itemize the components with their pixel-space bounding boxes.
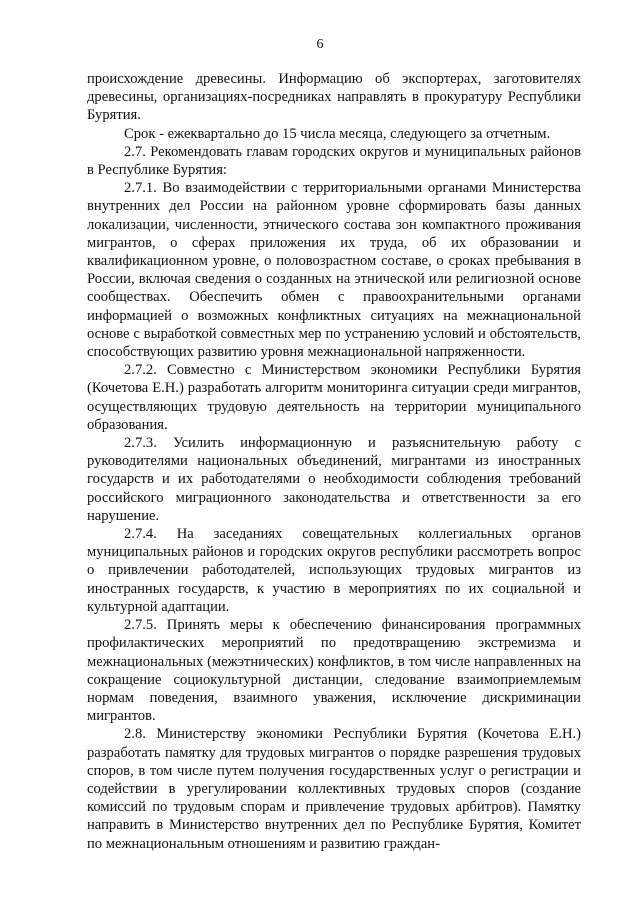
paragraph: Срок - ежеквартально до 15 числа месяца, следующего за отчетным. <box>124 125 551 142</box>
page-number: 6 <box>316 37 324 52</box>
paragraph: 2.7.3. Усилить информационную и разъяснительную работу с руководителями национальных объединений, мигрантами из иностранных государств и их работодателями о необходимости соблюдения требований российского миграционного законодательства и ответственности за его нарушение. <box>87 435 581 524</box>
paragraph: 2.7. Рекомендовать главам городских округов и муниципальных районов в Республике Бурятия: <box>87 143 581 179</box>
paragraph: 2.7.2. Совместно с Министерством экономики Республики Бурятия (Кочетова Е.Н.) разработать алгоритм мониторинга ситуации среди мигрантов, осуществляющих трудовую деятельность на территории муниципального образования. <box>87 362 581 433</box>
paragraph: 2.7.1. Во взаимодействии с территориальными органами Министерства внутренних дел России на районном уровне сформировать базы данных локализации, численности, этнического состава зон компактного проживания мигрантов, о сферах приложения их труда, об их образовании и квалификационном уровне, о половозрастном составе, о сроках пребывания в России, включая сведения о созданных на этнической или религиозной основе сообществах. Обеспечить обмен с правоохранительными органами информацией о возможных конфликтных ситуациях на межнациональной основе с выработкой совместных мер по устранению условий и обстоятельств, способствующих развитию уровня межнациональной напряженности. <box>87 180 581 361</box>
paragraph: 2.7.4. На заседаниях совещательных коллегиальных органов муниципальных районов и городских округов республики рассмотреть вопрос о привлечении работодателей, использующих трудовых мигрантов из иностранных государств, к участию в мероприятиях по их социальной и культурной адаптации. <box>87 526 581 615</box>
paragraph: происхождение древесины. Информацию об экспортерах, заготовителях древесины, организациях-посредниках направлять в прокуратуру Республики Бурятия. <box>87 71 581 124</box>
paragraph: 2.7.5. Принять меры к обеспечению финансирования программных профилактических мероприятий по предотвращению экстремизма и межнациональных (межэтнических) конфликтов, в том числе направленных на сокращение социокультурной дистанции, следование взаимоприемлемым нормам поведения, взаимного уважения, исключение дискриминации мигрантов. <box>87 617 581 725</box>
document-body <box>87 70 581 853</box>
paragraph: 2.8. Министерству экономики Республики Бурятия (Кочетова Е.Н.) разработать памятку для трудовых мигрантов о порядке разрешения трудовых споров, в том числе путем получения государственных услуг о регистрации и содействии в урегулировании коллективных трудовых споров (создание комиссий по трудовым спорам и привлечение трудовых арбитров). Памятку направить в Министерство внутренних дел по Республике Бурятия, Комитет по межнациональным отношениям и развитию граждан- <box>87 726 581 852</box>
